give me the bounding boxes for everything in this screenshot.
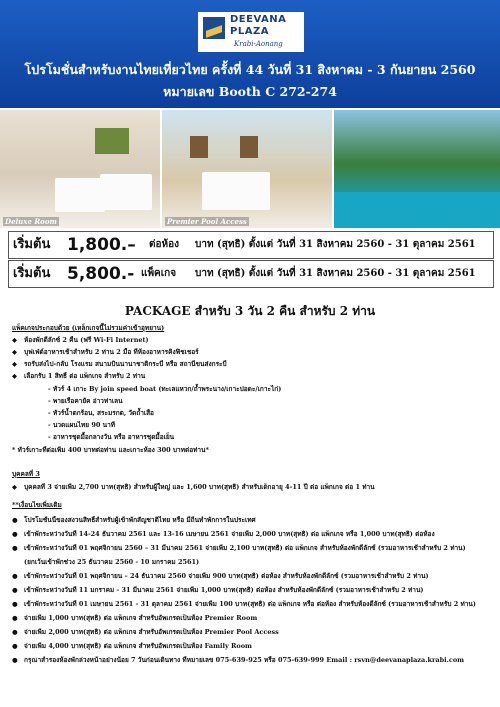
photo-caption: Premier Pool Access [167,217,247,226]
condition-text: โปรโมชั่นนี้ของสงวนสิทธิ์สำหรับผู้เข้าพักสัญชาติไทย หรือ มีถิ่นทำพักการในประเทศ [24,516,256,524]
bullet-icon: ● [12,544,18,552]
condition-item [12,544,492,553]
price-row [8,260,494,288]
premier-pool-access-photo [162,110,332,228]
package-option: - อาหารชุดมื้อกลางวัน หรือ อาหารชุดมื้อเย็น [48,433,175,441]
condition-item [12,614,492,623]
price-unit: ต่อห้อง [149,239,179,250]
package-option: - ทัวร์ 4 เกาะ By join speed boat (ทะเลแหวก/ถ้ำพระนาง/เกาะปอดะ/เกาะไก่) [48,385,282,393]
wall-art [190,136,208,158]
photo-caption: Deluxe Room [5,217,57,226]
package-option: - นวดแผนไทย 90 นาที [48,421,116,429]
condition-item [12,572,492,581]
bullet-icon: ● [12,614,18,622]
bullet-icon: ● [12,628,18,636]
bullet-icon: ● [12,656,18,664]
bullet-icon: ● [12,572,18,580]
price-detail: บาท (สุทธิ) ตั้งแต่ วันที่ 31 สิงหาคม 2560 - 31 ตุลาคม 2561 [195,268,476,279]
price-amount: 1,800.– [67,235,136,255]
hotel-logo [198,12,304,52]
price-lead: เริ่มต้น [13,237,51,252]
bullet-icon: ● [12,530,18,538]
condition-text: เข้าพักระหว่างวันที่ 01 พฤศจิกายน – 24 ธันวาคม 2560 จ่ายเพิ่ม 900 บาท(สุทธิ) ต่อห้อง สำหรับห้องพักดีลักซ์ (รวมอาหารเช้าสำหรับ 2 ท่าน) [24,572,429,580]
wall-art [240,136,258,158]
bed-shape [202,172,270,210]
list-item [12,372,492,381]
price-detail: บาท (สุทธิ) ตั้งแต่ วันที่ 31 สิงหาคม 2560 - 31 ตุลาคม 2561 [195,239,476,250]
price-unit: แพ็คเกจ [141,268,177,279]
condition-text: จ่ายเพิ่ม 2,000 บาท(สุทธิ) ต่อ แพ็กเกจ สำหรับอัพเกรดเป็นห้อง Premier Pool Access [24,628,279,636]
logo-brand-name [230,14,286,38]
booth-number: หมายเลข Booth C 272-274 [163,84,337,99]
bullet-icon: ◆ [12,348,17,356]
price-row [8,231,494,259]
wall-art [95,128,129,154]
bed-shape [100,174,152,210]
bullet-icon: ● [12,642,18,650]
condition-text: เข้าพักระหว่างวันที่ 14-24 ธันวาคม 2561 และ 13-16 เมษายน 2561 จ่ายเพิ่ม 2,000 บาท(สุทธิ) ต่อ แพ็กเกจ หรือ 1,000 บาท(สุทธิ) ต่อห้อง [24,530,435,538]
condition-item [12,558,492,567]
promo-title: โปรโมชั่นสำหรับงานไทยเที่ยวไทย ครั้งที่ 44 วันที่ 31 สิงหาคม - 3 กันยายน 2560 [24,62,476,77]
condition-text: กรุณาสำรองห้องพักล่วงหน้าอย่างน้อย 7 วันก่อนเดินทาง ที่หมายเลข 075-639-925 หรือ 075-639-999 Email : rsvn@deevanaplaza.krabi.com [24,656,465,664]
logo-subtitle: Krabi-Aonang [234,40,283,48]
list-item [12,483,492,492]
pool-photo [334,110,500,228]
bullet-icon: ● [12,586,18,594]
condition-item [12,516,492,525]
extra-person-heading: บุคคลที่ 3 [12,470,40,478]
list-item [12,348,492,357]
bullet-icon: ◆ [12,483,17,491]
condition-text: เข้าพักระหว่างวันที่ 01 พฤศจิกายน 2560 – 31 มีนาคม 2561 จ่ายเพิ่ม 2,100 บาท(สุทธิ) ต่อ แพ็กเกจ สำหรับห้องพักดีลักซ์ (รวมอาหารเช้าสำหรับ 2 ท่าน) [24,544,466,552]
pool-water [334,192,500,228]
header-banner [0,0,500,108]
logo-brand-line2: PLAZA [230,26,269,37]
condition-item [12,586,492,595]
list-item-text: บุฟเฟ่ต์อาหารเช้าสำหรับ 2 ท่าน 2 มื้อ ที่ห้องอาหารคิงฟิชเชอร์ [24,348,199,356]
list-item-text: ห้องพักดีลักซ์ 2 คืน (ฟรี Wi-Fi Internet) [24,336,149,344]
list-item-text: เลือกรับ 1 สิทธิ์ ต่อ แพ็กเกจ สำหรับ 2 ท่าน [24,372,146,380]
bed-shape [55,178,105,212]
condition-text: จ่ายเพิ่ม 4,000 บาท(สุทธิ) ต่อ แพ็กเกจ สำหรับอัพเกรดเป็นห้อง Family Room [24,642,252,650]
condition-text: (ยกเว้นเข้าพักช่วง 25 ธันวาคม 2560 - 10 มกราคม 2561) [24,558,200,566]
condition-item [12,628,492,637]
list-item-text: บุคคลที่ 3 จ่ายเพิ่ม 2,700 บาท(สุทธิ) สำหรับผู้ใหญ่ และ 1,600 บาท(สุทธิ) สำหรับเด็กอายุ 4-11 ปี ต่อ แพ็กเกจ ต่อ 1 ท่าน [24,483,375,491]
list-item [12,360,492,369]
bullet-icon: ◆ [12,372,17,380]
condition-item [12,600,492,609]
logo-brand-line1: DEEVANA [230,14,287,25]
condition-item [12,656,492,665]
package-section-heading: แพ็คเกจประกอบด้วย (เหล็กเกจนี้ไม่รวมค่าเข้าอุทยาน) [12,324,165,332]
bullet-icon: ◆ [12,336,17,344]
bullet-icon: ● [12,600,18,608]
package-option: - ทัวร์น้ำตกร้อน, สระมรกต, วัดถ้ำเสือ [48,409,154,417]
bullet-icon: ● [12,516,18,524]
list-item [12,336,492,345]
price-amount: 5,800.- [67,264,135,284]
package-option: - พายเรือคายัค อ่าวท่าเลน [48,397,123,405]
bullet-icon: ◆ [12,360,17,368]
condition-text: เข้าพักระหว่างวันที่ 01 เมษายน 2561 - 31 ตุลาคม 2561 จ่ายเพิ่ม 100 บาท(สุทธิ) ต่อ แพ็กเกจ หรือ ต่อห้อง สำหรับห้องดีลักซ์ (รวมอาหารเช้าสำหรับ 2 ท่าน) [24,600,476,608]
package-title: PACKAGE สำหรับ 3 วัน 2 คืน สำหรับ 2 ท่าน [124,304,376,318]
price-lead: เริ่มต้น [13,266,51,281]
conditions-heading: **เงื่อนไขเพิ่มเติม [12,501,62,509]
logo-mark-icon [203,17,225,39]
condition-item [12,530,492,539]
condition-text: เข้าพักระหว่างวันที่ 11 มกราคม - 31 มีนาคม 2561 จ่ายเพิ่ม 1,000 บาท(สุทธิ) ต่อห้อง สำหรับห้องพักดีลักซ์ (รวมอาหารเช้าสำหรับ 2 ท่าน) [24,586,424,594]
condition-item [12,642,492,651]
list-item-text: รถรับส่งไป-กลับ โรงแรม สนามบินนานาชาติกระบี่ หรือ สถานีขนส่งกระบี่ [24,360,227,368]
package-note: * ทัวร์เกาะที่ต่อเพิ่ม 400 บาทต่อท่าน และเกาะห้อง 300 บาทต่อท่าน* [12,446,209,454]
deluxe-room-photo [0,110,160,228]
condition-text: จ่ายเพิ่ม 1,000 บาท(สุทธิ) ต่อ แพ็กเกจ สำหรับอัพเกรดเป็นห้อง Premier Room [24,614,258,622]
